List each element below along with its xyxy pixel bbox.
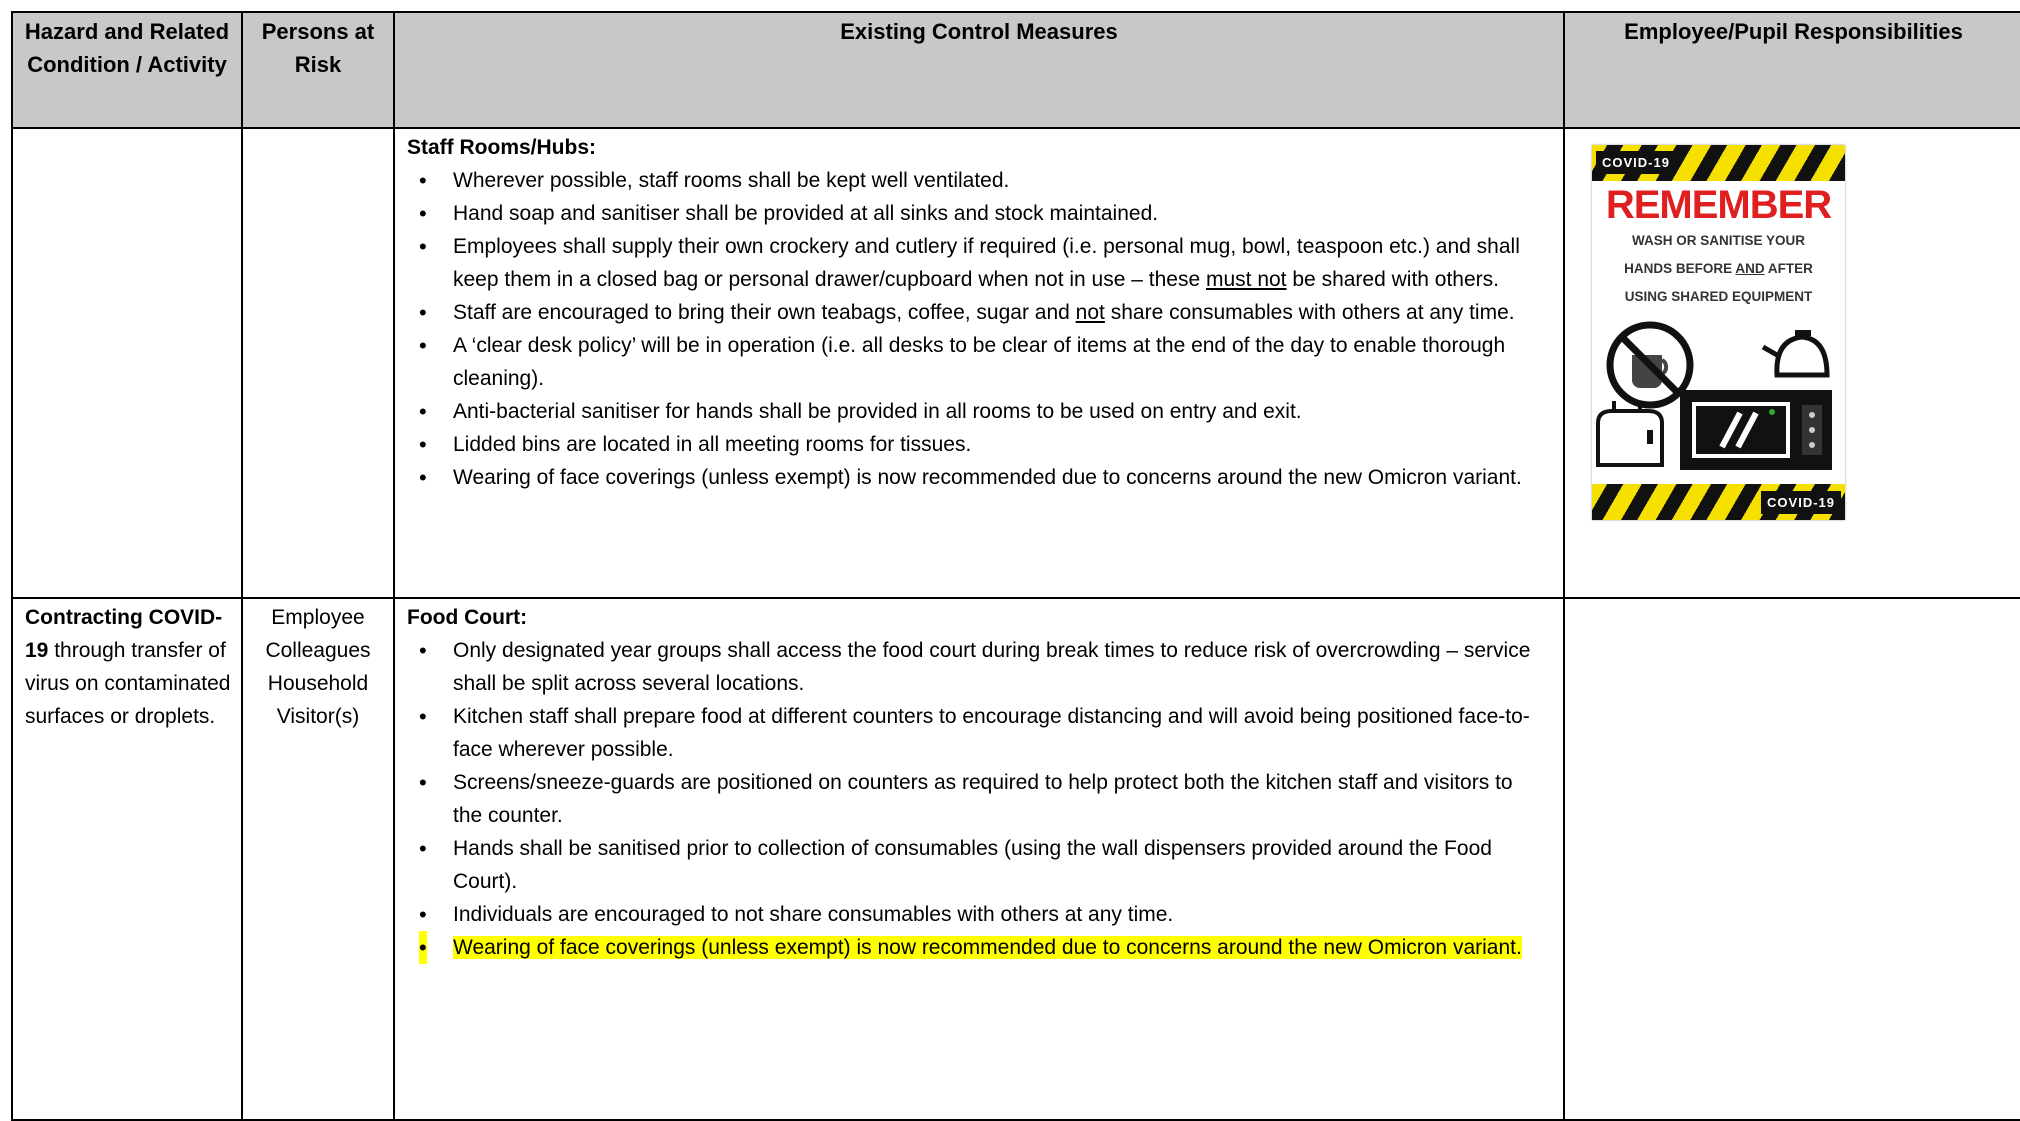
crockery-text: Employees shall supply their own crockery and cutlery if required (i.e. personal mug, bowl, teaspoon etc.) and shall keep them in a closed bag or personal drawer/cupboard when not in use – these xyxy=(453,235,1520,291)
header-hazard: Hazard and Related Condition / Activity xyxy=(12,12,242,128)
toaster-icon xyxy=(1598,401,1662,465)
list-item: • Individuals are encouraged to not share consumables with others at any time. xyxy=(453,898,1563,931)
poster-instructions xyxy=(1598,227,1839,311)
poster-line: HANDS BEFORE AND AFTER xyxy=(1624,261,1813,276)
poster-line: WASH OR SANITISE YOUR xyxy=(1631,233,1806,248)
hazard-cell xyxy=(12,598,242,1120)
must-not-underlined: must not xyxy=(1205,268,1287,291)
poster-headline: REMEMBER xyxy=(1605,183,1832,227)
list-item: • Anti-bacterial sanitiser for hands shall be provided in all rooms to be used on entry and exit. xyxy=(453,395,1563,428)
list-item: • Wherever possible, staff rooms shall be kept well ventilated. xyxy=(453,164,1563,197)
no-mug-icon xyxy=(1610,325,1690,405)
list-item: • Wearing of face coverings (unless exempt) is now recommended due to concerns around the new Omicron variant. xyxy=(453,461,1563,494)
crockery-text-end: be shared with others. xyxy=(1292,268,1499,291)
hazard-cell-empty xyxy=(12,128,242,598)
list-item: • Kitchen staff shall prepare food at different counters to encourage distancing and will avoid being positioned face-to-face wherever possible. xyxy=(453,700,1563,766)
hazard-bold: Contracting COVID-19 xyxy=(25,606,223,662)
header-persons: Persons at Risk xyxy=(242,12,394,128)
covid-remember-poster xyxy=(1592,145,1845,520)
food-court-list xyxy=(395,634,1563,964)
not-underlined: not xyxy=(1075,301,1105,324)
table-row xyxy=(12,598,2020,1120)
list-item: • Hands shall be sanitised prior to collection of consumables (using the wall dispensers provided around the Food Court). xyxy=(453,832,1563,898)
highlighted-text: Wearing of face coverings (unless exempt) is now recommended due to concerns around the new Omicron variant. xyxy=(453,936,1522,959)
person-entry: Colleagues xyxy=(265,639,371,662)
teabags-text-end: share consumables with others at any time. xyxy=(1110,301,1515,324)
hazard-rest: through transfer of virus on contaminated surfaces or droplets. xyxy=(25,639,231,728)
kettle-icon xyxy=(1763,333,1827,375)
person-entry: Employee xyxy=(271,606,365,629)
person-entry: Household xyxy=(267,672,369,695)
section-title-food-court: Food Court: xyxy=(407,606,528,629)
staff-rooms-list xyxy=(395,164,1563,494)
persons-cell xyxy=(242,598,394,1120)
list-item xyxy=(453,296,1563,329)
covid-tag: COVID-19 xyxy=(1596,151,1676,174)
teabags-text: Staff are encouraged to bring their own teabags, coffee, sugar and xyxy=(453,301,1070,324)
header-responsibilities: Employee/Pupil Responsibilities xyxy=(1564,12,2020,128)
section-title-staff-rooms: Staff Rooms/Hubs: xyxy=(407,136,596,159)
person-entry: Visitor(s) xyxy=(276,705,360,728)
list-item-highlighted xyxy=(453,931,1563,964)
covid-tag: COVID-19 xyxy=(1761,491,1841,514)
header-controls: Existing Control Measures xyxy=(394,12,1564,128)
kitchen-equipment-illustration xyxy=(1592,315,1845,475)
list-item xyxy=(453,230,1563,296)
list-item: • Lidded bins are located in all meeting rooms for tissues. xyxy=(453,428,1563,461)
microwave-icon xyxy=(1680,390,1832,470)
controls-cell-staff-rooms xyxy=(394,128,1564,598)
list-item: • Hand soap and sanitiser shall be provided at all sinks and stock maintained. xyxy=(453,197,1563,230)
list-item: • Only designated year groups shall access the food court during break times to reduce risk of overcrowding – service shall be split across several locations. xyxy=(453,634,1563,700)
poster-line: USING SHARED EQUIPMENT xyxy=(1624,289,1813,304)
list-item: • Screens/sneeze-guards are positioned on counters as required to help protect both the kitchen staff and visitors to the counter. xyxy=(453,766,1563,832)
controls-cell-food-court xyxy=(394,598,1564,1120)
persons-cell-empty xyxy=(242,128,394,598)
list-item: • A ‘clear desk policy’ will be in operation (i.e. all desks to be clear of items at the end of the day to enable thorough cleaning). xyxy=(453,329,1563,395)
hazard-text xyxy=(13,599,241,733)
persons-list xyxy=(243,599,393,733)
responsibilities-cell-empty xyxy=(1564,598,2020,1120)
header-row xyxy=(12,12,2020,128)
